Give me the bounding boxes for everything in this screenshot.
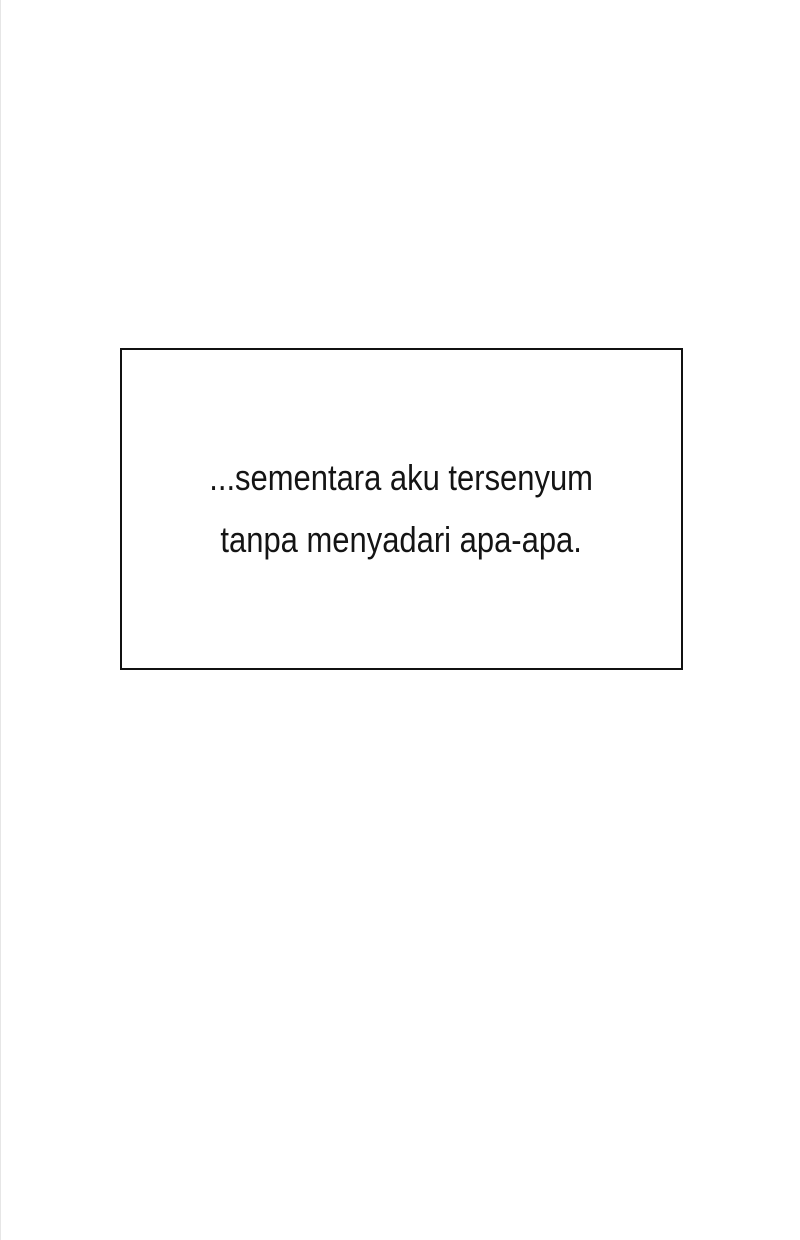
narration-caption-box bbox=[120, 348, 683, 670]
caption-line-2: tanpa menyadari apa-apa. bbox=[220, 519, 583, 560]
caption-line-1: ...sementara aku tersenyum bbox=[209, 457, 594, 498]
